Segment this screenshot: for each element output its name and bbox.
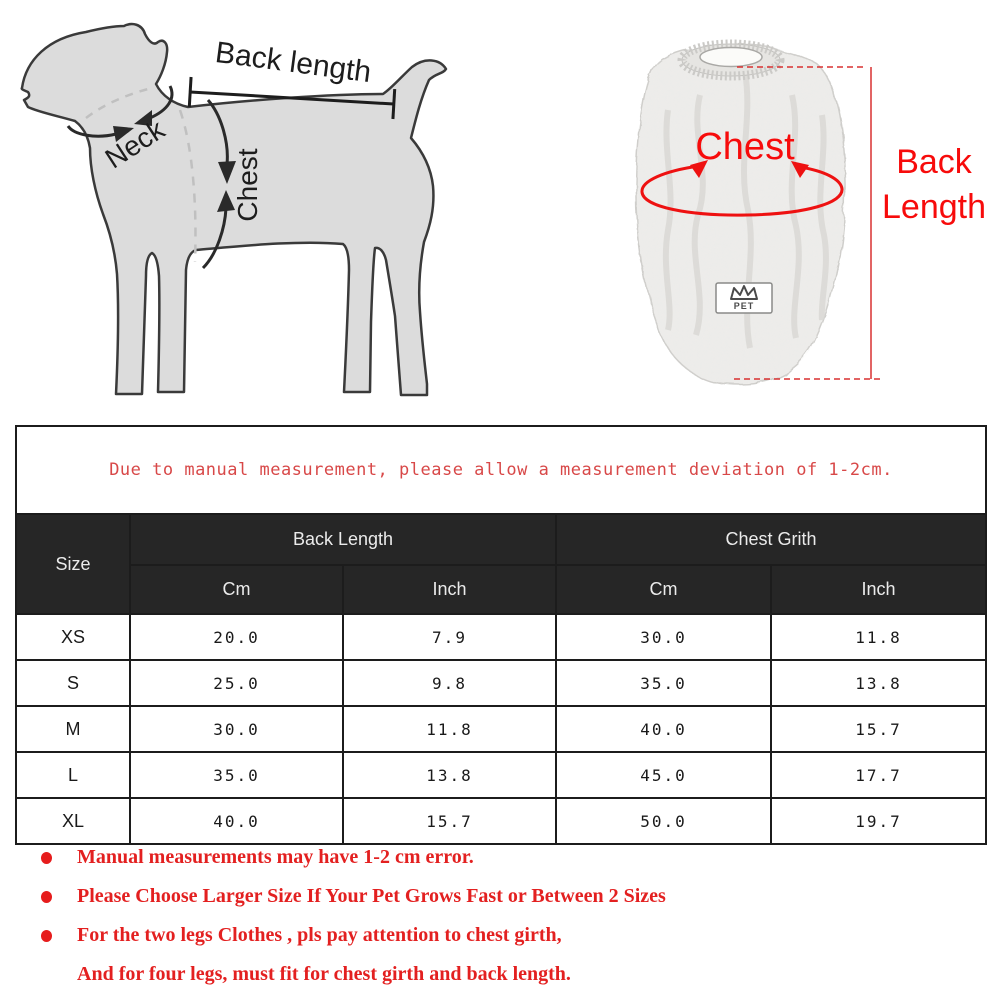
- back-inch-value: 9.8: [343, 660, 556, 706]
- chest-inch-value: 19.7: [771, 798, 986, 844]
- chest-cm-value: 45.0: [556, 752, 771, 798]
- table-row-m: [16, 706, 986, 752]
- chest-inch-value: 13.8: [771, 660, 986, 706]
- footnote-item: [38, 877, 968, 916]
- bullet-icon: [41, 930, 52, 942]
- back-cm-value: 35.0: [130, 752, 343, 798]
- footnotes: [38, 838, 968, 994]
- footnote-item: [38, 838, 968, 877]
- footnote-text: For the two legs Clothes , pls pay attention to chest girth,: [77, 924, 562, 946]
- size-label: XS: [16, 614, 130, 660]
- size-label: XL: [16, 798, 130, 844]
- size-table: [15, 425, 987, 845]
- pet-brand-tag: [716, 283, 772, 313]
- measurement-note: Due to manual measurement, please allow a measurement deviation of 1-2cm.: [109, 460, 893, 480]
- bullet-icon: [41, 891, 52, 903]
- chest-cm-value: 35.0: [556, 660, 771, 706]
- back-cm-value: 25.0: [130, 660, 343, 706]
- garment-chest-label: Chest: [695, 126, 795, 168]
- footnote-item-continuation: [38, 955, 968, 994]
- dog-back-length-label: Back length: [213, 35, 374, 90]
- column-header-chest-girth: Chest Grith: [556, 514, 986, 565]
- chest-inch-value: 15.7: [771, 706, 986, 752]
- dog-chest-label: Chest: [232, 148, 263, 222]
- size-label: S: [16, 660, 130, 706]
- collar-opening: [700, 48, 762, 67]
- column-header-chest-cm: Cm: [556, 565, 771, 614]
- chest-inch-value: 11.8: [771, 614, 986, 660]
- size-label: L: [16, 752, 130, 798]
- garment-measurement-diagram: [600, 15, 900, 400]
- column-header-back-inch: Inch: [343, 565, 556, 614]
- table-row-s: [16, 660, 986, 706]
- chest-inch-value: 17.7: [771, 752, 986, 798]
- chest-cm-value: 30.0: [556, 614, 771, 660]
- footnote-text: Please Choose Larger Size If Your Pet Grows Fast or Between 2 Sizes: [77, 885, 666, 907]
- table-row-l: [16, 752, 986, 798]
- column-header-chest-inch: Inch: [771, 565, 986, 614]
- chest-cm-value: 40.0: [556, 706, 771, 752]
- back-inch-value: 15.7: [343, 798, 556, 844]
- bullet-icon: [41, 852, 52, 864]
- back-cm-value: 30.0: [130, 706, 343, 752]
- table-row-xs: [16, 614, 986, 660]
- size-label: M: [16, 706, 130, 752]
- back-cm-value: 40.0: [130, 798, 343, 844]
- back-inch-value: 11.8: [343, 706, 556, 752]
- column-header-back-cm: Cm: [130, 565, 343, 614]
- dog-measurement-diagram: [0, 0, 480, 420]
- back-inch-value: 13.8: [343, 752, 556, 798]
- back-cm-value: 20.0: [130, 614, 343, 660]
- footnote-text: And for four legs, must fit for chest girth and back length.: [77, 963, 571, 985]
- column-header-back-length: Back Length: [130, 514, 556, 565]
- garment-back-length-label: Back Length: [882, 143, 986, 226]
- footnote-item: [38, 916, 968, 955]
- measurement-note-row: [16, 426, 986, 514]
- back-inch-value: 7.9: [343, 614, 556, 660]
- dog-neck-label: Neck: [99, 113, 171, 175]
- column-header-size: Size: [16, 514, 130, 614]
- tag-text: PET: [733, 301, 755, 311]
- chest-cm-value: 50.0: [556, 798, 771, 844]
- footnote-text: Manual measurements may have 1-2 cm error.: [77, 846, 474, 868]
